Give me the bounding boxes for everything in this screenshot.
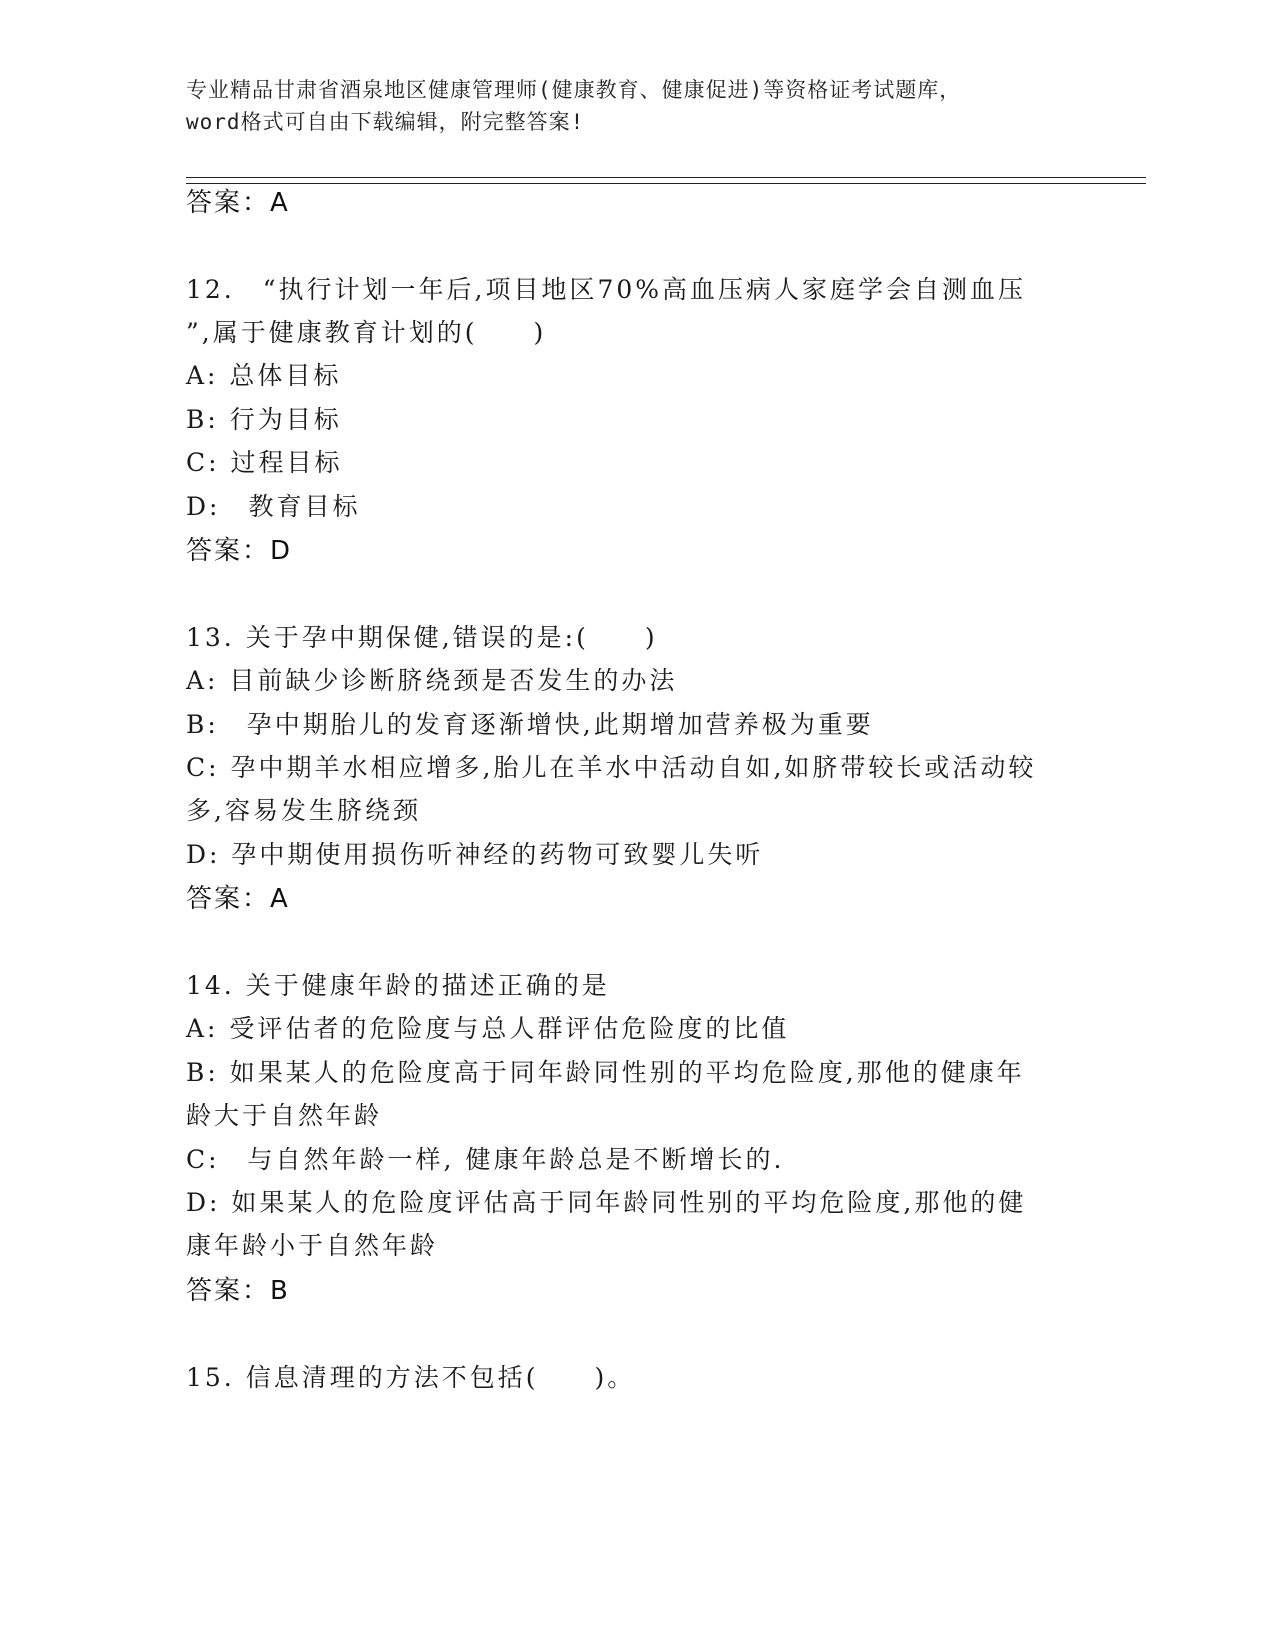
question-13-option-a: A: 目前缺少诊断脐绕颈是否发生的办法: [186, 666, 678, 695]
question-12-stem-line-2: ”,属于健康教育计划的( ): [186, 318, 547, 347]
question-12-option-c: C: 过程目标: [186, 448, 343, 477]
header-line-1: 专业精品甘肃省酒泉地区健康管理师(健康教育、健康促进)等资格证考试题库，: [186, 78, 962, 102]
question-12-option-b: B: 行为目标: [186, 405, 342, 434]
document-header: [186, 74, 1066, 138]
answer-q12: 答案：D: [186, 536, 293, 566]
question-14-option-d-line-1: D: 如果某人的危险度评估高于同年龄同性别的平均危险度,那他的健: [186, 1188, 1027, 1217]
question-12-option-a: A: 总体目标: [186, 361, 342, 390]
question-12-option-d: D: 教育目标: [186, 492, 361, 521]
question-14-option-b-line-1: B: 如果某人的危险度高于同年龄同性别的平均危险度,那他的健康年: [186, 1058, 1025, 1087]
question-13-option-c-line-2: 多,容易发生脐绕颈: [186, 796, 421, 825]
question-14-option-b-line-2: 龄大于自然年龄: [186, 1101, 383, 1130]
question-14-option-a: A: 受评估者的危险度与总人群评估危险度的比值: [186, 1014, 790, 1043]
answer-q13: 答案：A: [186, 884, 290, 914]
header-divider-bottom: [186, 183, 1146, 184]
question-13-option-b: B: 孕中期胎儿的发育逐渐增快,此期增加营养极为重要: [186, 710, 874, 739]
question-12-stem-line-1: 12. “执行计划一年后,项目地区70%高血压病人家庭学会自测血压: [186, 275, 1027, 304]
answer-q14: 答案：B: [186, 1276, 290, 1306]
question-15-stem: 15. 信息清理的方法不包括( )。: [186, 1363, 636, 1392]
question-14-stem: 14. 关于健康年龄的描述正确的是: [186, 971, 610, 1000]
question-14-option-c: C: 与自然年龄一样, 健康年龄总是不断增长的.: [186, 1145, 785, 1174]
header-line-2: word格式可自由下载编辑，附完整答案!: [186, 110, 585, 134]
question-13-stem: 13. 关于孕中期保健,错误的是:( ): [186, 623, 658, 652]
question-13-option-d: D: 孕中期使用损伤听神经的药物可致婴儿失听: [186, 840, 764, 869]
header-divider-top: [186, 177, 1146, 178]
question-14-option-d-line-2: 康年龄小于自然年龄: [186, 1231, 439, 1260]
question-13-option-c-line-1: C: 孕中期羊水相应增多,胎儿在羊水中活动自如,如脐带较长或活动较: [186, 753, 1037, 782]
answer-q11: 答案：A: [186, 188, 290, 218]
